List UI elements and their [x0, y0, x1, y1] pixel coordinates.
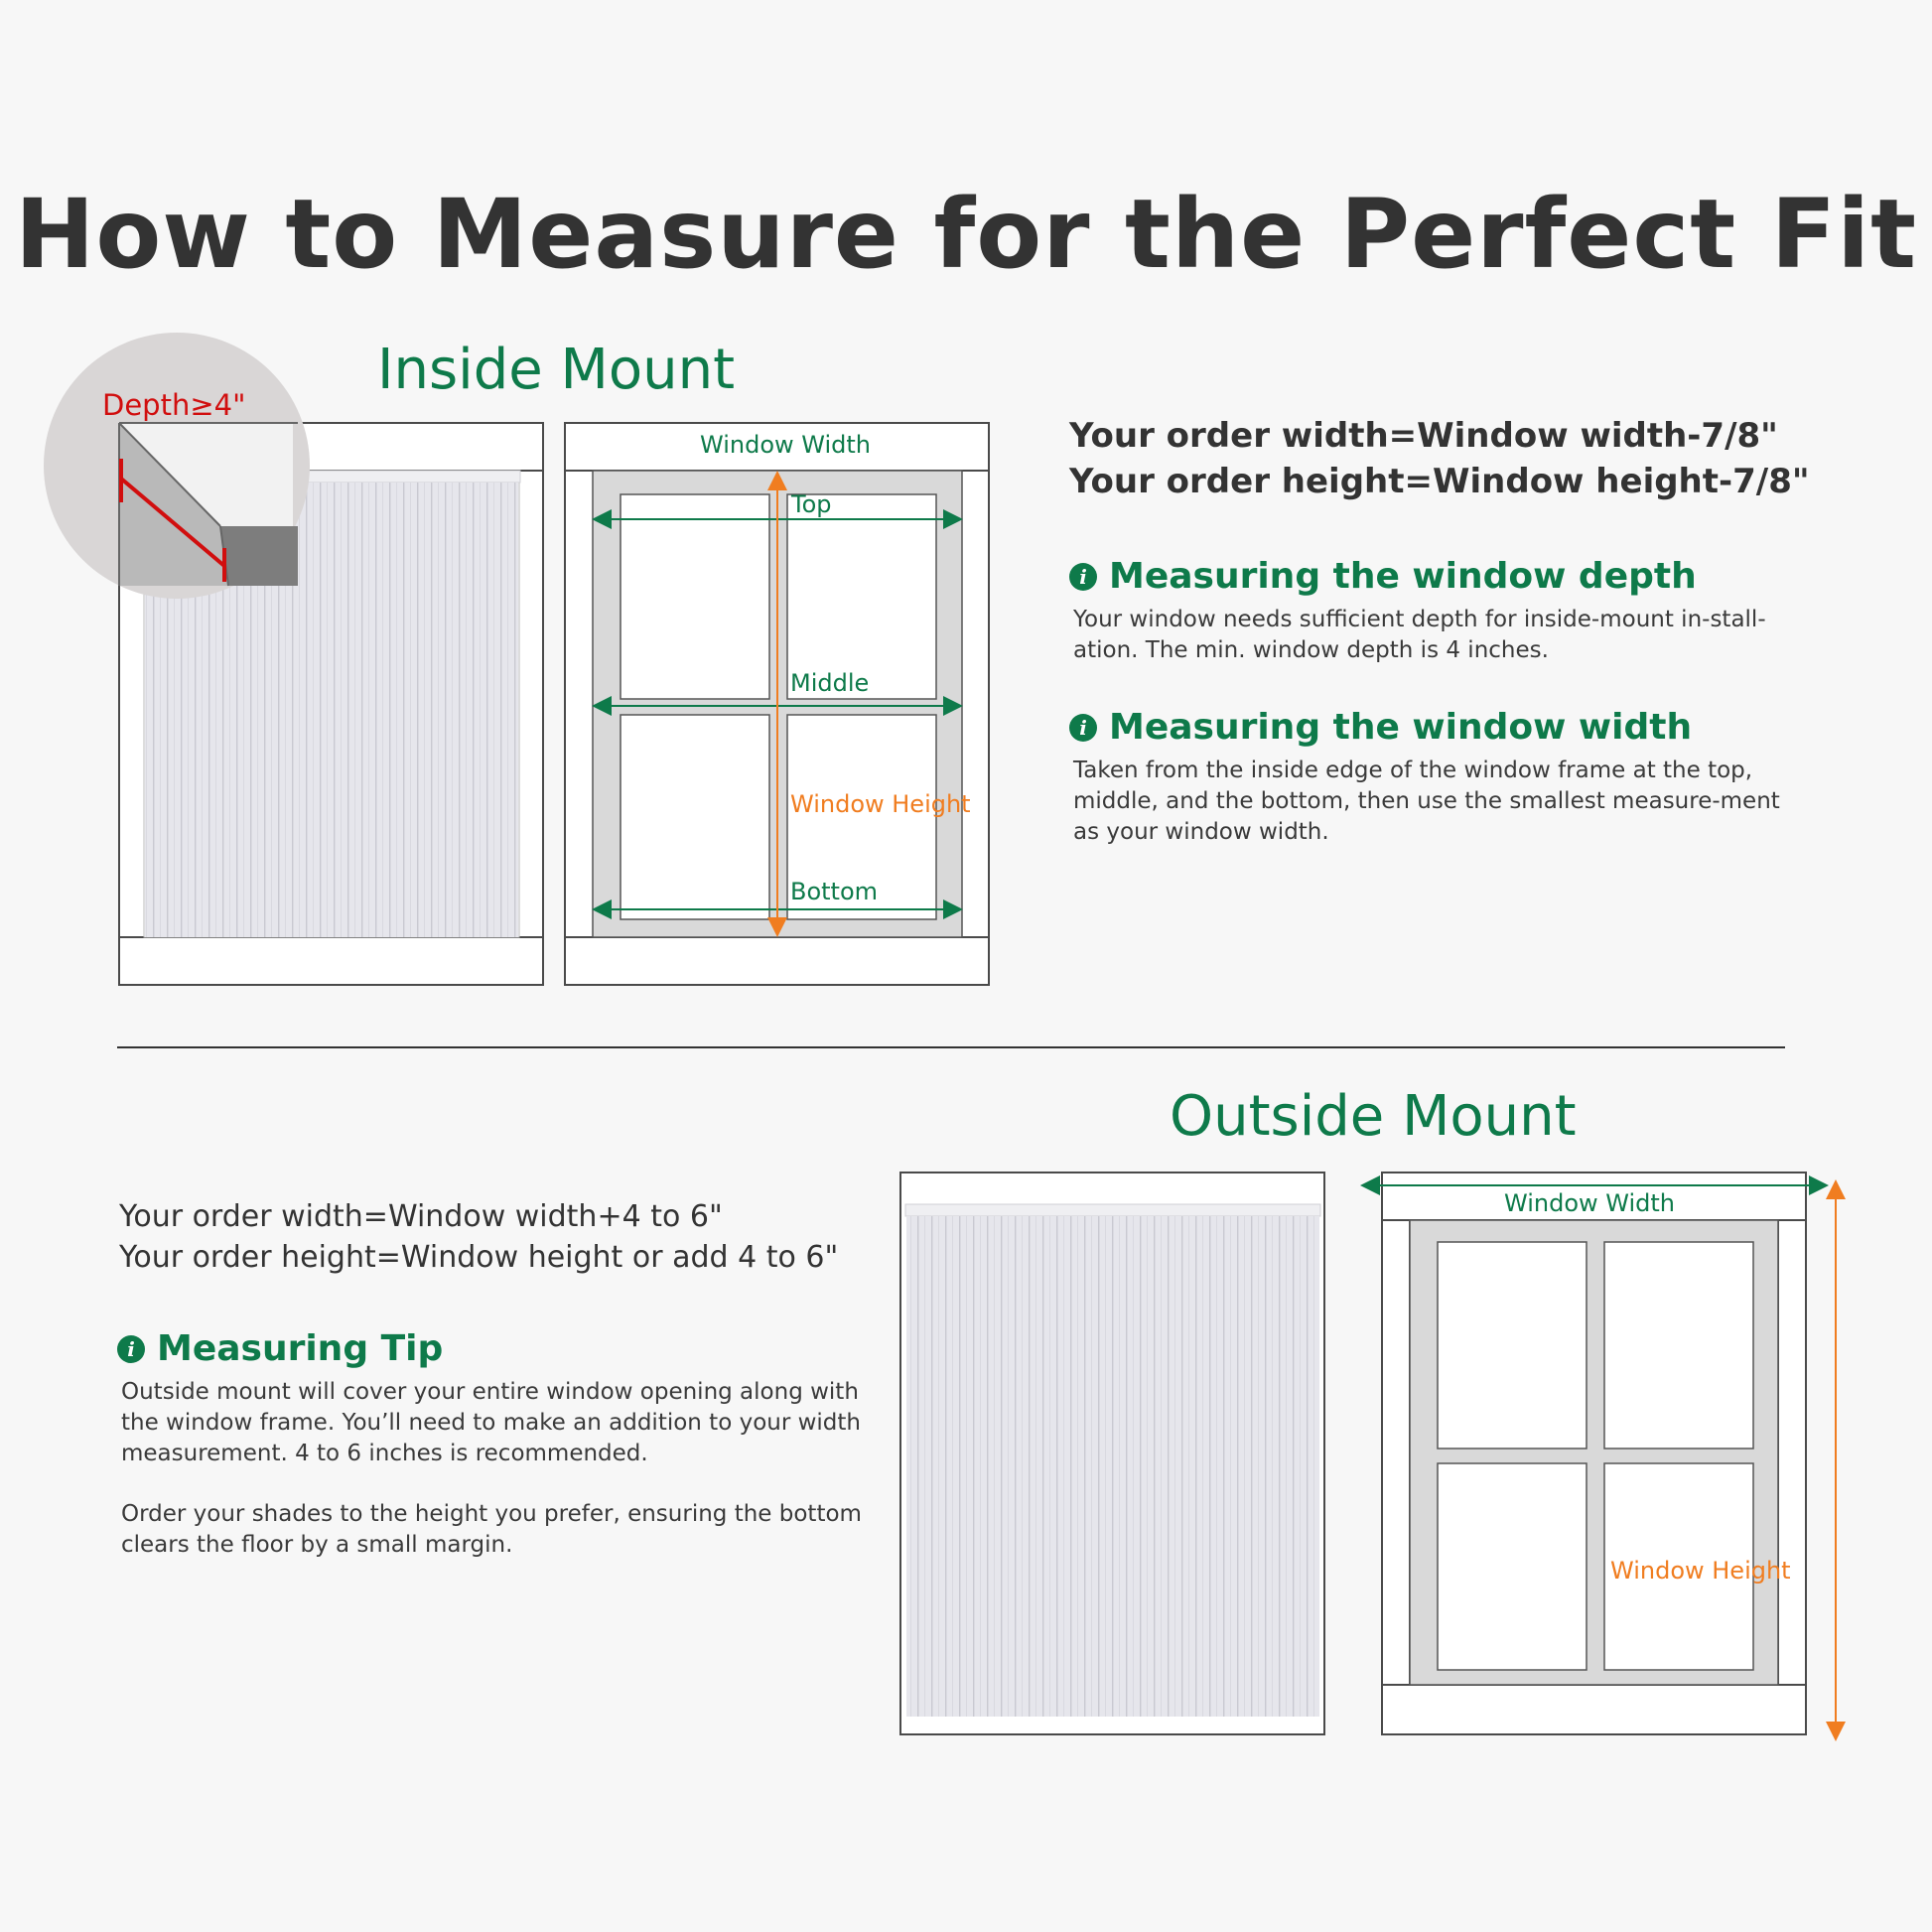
inside-width-formula: Your order width=Window width-7/8" [1069, 416, 1778, 456]
outside-window-width-label: Window Width [1504, 1189, 1675, 1217]
outside-width-formula: Your order width=Window width+4 to 6" [119, 1199, 723, 1234]
tip-heading: Measuring the window depth [1109, 556, 1697, 597]
tip-window-width [1069, 707, 1804, 848]
info-icon: i [117, 1335, 145, 1363]
page-title: How to Measure for the Perfect Fit [15, 179, 1917, 290]
tip-body: Outside mount will cover your entire window opening along with the window frame. You’ll need to make an addition to your width measurement. 4 to 6 inches is recommended. [121, 1379, 862, 1466]
tip-heading: Measuring the window width [1109, 707, 1693, 748]
info-icon: i [1069, 714, 1097, 742]
outside-blind-window [900, 1173, 1324, 1734]
inside-window-height-label: Window Height [790, 790, 971, 818]
tip-body: Taken from the inside edge of the window frame at the top, middle, and the bottom, then use the smallest measure-ment as your window width. [1073, 758, 1780, 845]
top-label: Top [791, 490, 832, 518]
outside-mount-heading: Outside Mount [1170, 1084, 1577, 1149]
depth-callout-label: Depth≥4" [102, 388, 246, 422]
inside-mount-heading: Inside Mount [377, 338, 736, 402]
bottom-label: Bottom [790, 878, 879, 905]
section-divider [117, 1046, 1785, 1048]
inside-window-width-label: Window Width [700, 431, 871, 459]
tip-measuring [117, 1328, 862, 1561]
tip-window-depth [1069, 556, 1804, 666]
outside-height-formula: Your order height=Window height or add 4 to 6" [119, 1240, 839, 1275]
inside-measure-window [565, 423, 989, 985]
tip-heading: Measuring Tip [157, 1328, 444, 1369]
depth-magnifier [44, 333, 310, 599]
tip-body-2: Order your shades to the height you prefer, ensuring the bottom clears the floor by a small margin. [121, 1501, 862, 1558]
info-icon: i [1069, 563, 1097, 591]
outside-measure-window [1370, 1173, 1836, 1734]
outside-window-height-label: Window Height [1610, 1557, 1791, 1585]
inside-height-formula: Your order height=Window height-7/8" [1069, 462, 1810, 501]
middle-label: Middle [790, 669, 870, 697]
tip-body: Your window needs sufficient depth for inside-mount in-stall-ation. The min. window depth is 4 inches. [1073, 607, 1766, 663]
